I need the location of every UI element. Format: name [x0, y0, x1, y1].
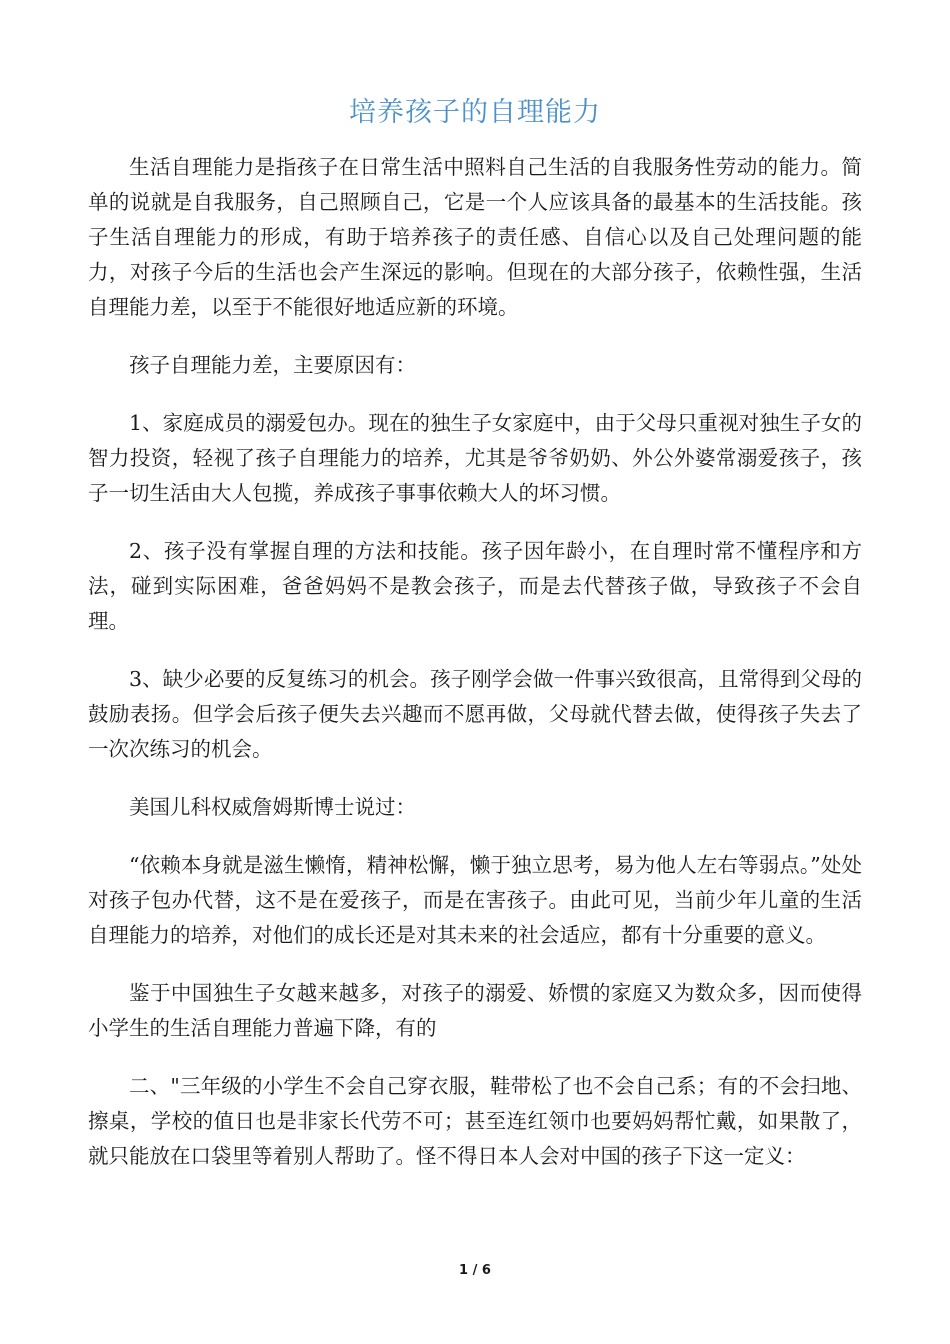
page-number: 1 / 6: [459, 1263, 491, 1278]
paragraph-reason-3: 3、缺少必要的反复练习的机会。孩子刚学会做一件事兴致很高，且常得到父母的鼓励表扬。但学会后孩子便失去兴趣而不愿再做，父母就代替去做，使得孩子失去了一次次练习的机会。: [88, 667, 862, 761]
paragraph-reason-1: 1、家庭成员的溺爱包办。现在的独生子女家庭中，由于父母只重视对独生子女的智力投资，轻视了孩子自理能力的培养，尤其是爷爷奶奶、外公外婆常溺爱孩子，孩子一切生活由大人包揽，养成孩子事事依赖大人的坏习惯。: [88, 411, 862, 505]
paragraph-quote-intro: 美国儿科权威詹姆斯博士说过：: [129, 795, 416, 819]
paragraph-reasons-heading: 孩子自理能力差，主要原因有：: [129, 353, 416, 377]
paragraph-quote: “依赖本身就是滋生懒惰，精神松懈，懒于独立思考，易为他人左右等弱点。”处处对孩子包办代替，这不是在爱孩子，而是在害孩子。由此可见，当前少年儿童的生活自理能力的培养，对他们的成长还是对其未来的社会适应，都有十分重要的意义。: [88, 853, 862, 947]
document-body: [88, 150, 862, 1197]
paragraph-context: 鉴于中国独生子女越来越多，对孩子的溺爱、娇惯的家庭又为数众多，因而使得小学生的生活自理能力普遍下降，有的: [88, 981, 862, 1040]
document-title: 培养孩子的自理能力: [349, 97, 601, 128]
paragraph-section-2: 二、"三年级的小学生不会自己穿衣服，鞋带松了也不会自己系；有的不会扫地、擦桌，学校的值日也是非家长代劳不可；甚至连红领巾也要妈妈帮忙戴，如果散了，就只能放在口袋里等着别人帮助了。怪不得日本人会对中国的孩子下这一定义：: [88, 1074, 862, 1168]
paragraph-reason-2: 2、孩子没有掌握自理的方法和技能。孩子因年龄小，在自理时常不懂程序和方法，碰到实际困难，爸爸妈妈不是教会孩子，而是去代替孩子做，导致孩子不会自理。: [88, 539, 862, 633]
paragraph-intro: 生活自理能力是指孩子在日常生活中照料自己生活的自我服务性劳动的能力。简单的说就是自我服务，自己照顾自己，它是一个人应该具备的最基本的生活技能。孩子生活自理能力的形成，有助于培养孩子的责任感、自信心以及自己处理问题的能力，对孩子今后的生活也会产生深远的影响。但现在的大部分孩子，依赖性强，生活自理能力差，以至于不能很好地适应新的环境。: [88, 155, 862, 319]
